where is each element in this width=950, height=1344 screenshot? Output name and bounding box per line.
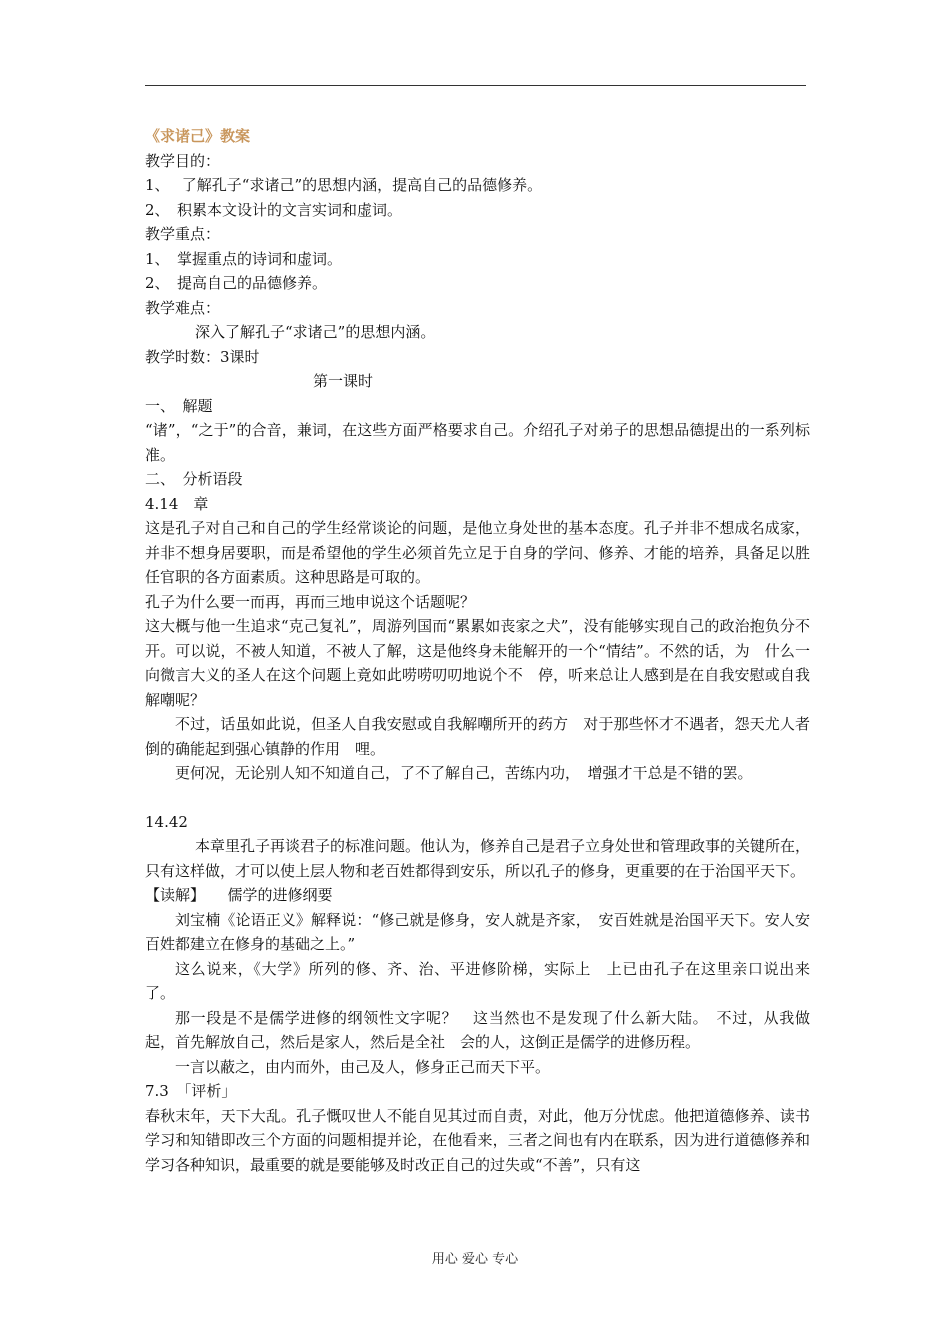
- section-label-reading: 【读解】 儒学的进修纲要: [145, 886, 333, 904]
- focus-item: 1、 掌握重点的诗词和虚词。: [145, 249, 343, 268]
- chapter-label: 4.14 章: [145, 494, 209, 513]
- paragraph: 不过，话虽如此说，但圣人自我安慰或自我解嘲所开的药方 对于那些怀才不遇者，怨天尤人者倒的确能起到强心镇静的作用 哩。: [145, 715, 810, 758]
- part-heading: 二、 分析语段: [145, 470, 243, 488]
- lesson-heading: 第一课时: [313, 372, 374, 390]
- document-body: [145, 124, 810, 1177]
- page-footer: 用心 爱心 专心: [431, 1252, 519, 1267]
- difficulty-item: 深入了解孔子“求诸己”的思想内涵。: [195, 323, 436, 341]
- paragraph: 本章里孔子再谈君子的标准问题。他认为，修养自己是君子立身处世和管理政事的关键所在，只有这样做，才可以使上层人物和老百姓都得到安乐，所以孔子的修身，更重要的在于治国平天下。: [145, 837, 811, 880]
- chapter-label: 7.3 「评析」: [145, 1082, 237, 1100]
- paragraph: 一言以蔽之，由内而外，由己及人，修身正己而天下平。: [175, 1057, 551, 1076]
- lesson-hours: 教学时数：3课时: [145, 347, 260, 366]
- paragraph: 这大概与他一生追求“克己复礼”，周游列国而“累累如丧家之犬”，没有能够实现自己的政治抱负分不开。可以说，不被人知道，不被人了解，这是他终身未能解开的一个“情结”。不然的话，为 什么一向微言大义的圣人在这个问题上竟如此唠唠叨叨地说个不 停，听来总让人感到是在自我安慰或自我解嘲呢？: [145, 617, 810, 709]
- focus-item: 2、 提高自己的品德修养。: [145, 274, 328, 292]
- paragraph: “诸”，“之于”的合音，兼词，在这些方面严格要求自己。介绍孔子对弟子的思想品德提出的一系列标准。: [145, 421, 810, 464]
- document-title: 《求诸己》教案: [145, 127, 251, 145]
- paragraph: 那一段是不是儒学进修的纲领性文字呢？ 这当然也不是发现了什么新大陆。 不过，从我做起，首先解放自己，然后是家人，然后是全社 会的人，这倒正是儒学的进修历程。: [145, 1008, 810, 1051]
- paragraph: 这是孔子对自己和自己的学生经常谈论的问题，是他立身处世的基本态度。孔子并非不想成名成家，并非不想身居要职，而是希望他的学生必须首先立足于自身的学问、修养、才能的培养，具备足以胜任官职的各方面素质。这种思路是可取的。: [145, 519, 810, 586]
- paragraph: 春秋末年，天下大乱。孔子慨叹世人不能自见其过而自责，对此，他万分忧虑。他把道德修养、读书学习和知错即改三个方面的问题相提并论，在他看来，三者之间也有内在联系，因为进行道德修养和学习各种知识，最重要的就是要能够及时改正自己的过失或“不善”，只有这: [145, 1106, 810, 1174]
- section-label-goals: 教学目的：: [145, 151, 221, 170]
- section-label-focus: 教学重点：: [145, 225, 221, 243]
- header-rule: [145, 85, 806, 86]
- blank-line: [145, 786, 810, 810]
- chapter-label: 14.42: [145, 812, 188, 831]
- section-label-difficulty: 教学难点：: [145, 298, 221, 317]
- paragraph: 更何况，无论别人知不知道自己，了不了解自己，苦练内功， 增强才干总是不错的罢。: [175, 764, 753, 782]
- goal-item: 1、 了解孔子“求诸己”的思想内涵，提高自己的品德修养。: [145, 176, 543, 194]
- paragraph: 孔子为什么要一而再，再而三地申说这个话题呢？: [145, 592, 476, 611]
- paragraph: 这么说来，《大学》所列的修、齐、治、平进修阶梯，实际上 上已由孔子在这里亲口说出来了。: [145, 959, 810, 1002]
- part-heading: 一、 解题: [145, 396, 213, 415]
- goal-item: 2、 积累本文设计的文言实词和虚词。: [145, 200, 403, 219]
- paragraph: 刘宝楠《论语正义》解释说：“修己就是修身，安人就是齐家， 安百姓就是治国平天下。安人安百姓都建立在修身的基础之上。”: [145, 910, 810, 953]
